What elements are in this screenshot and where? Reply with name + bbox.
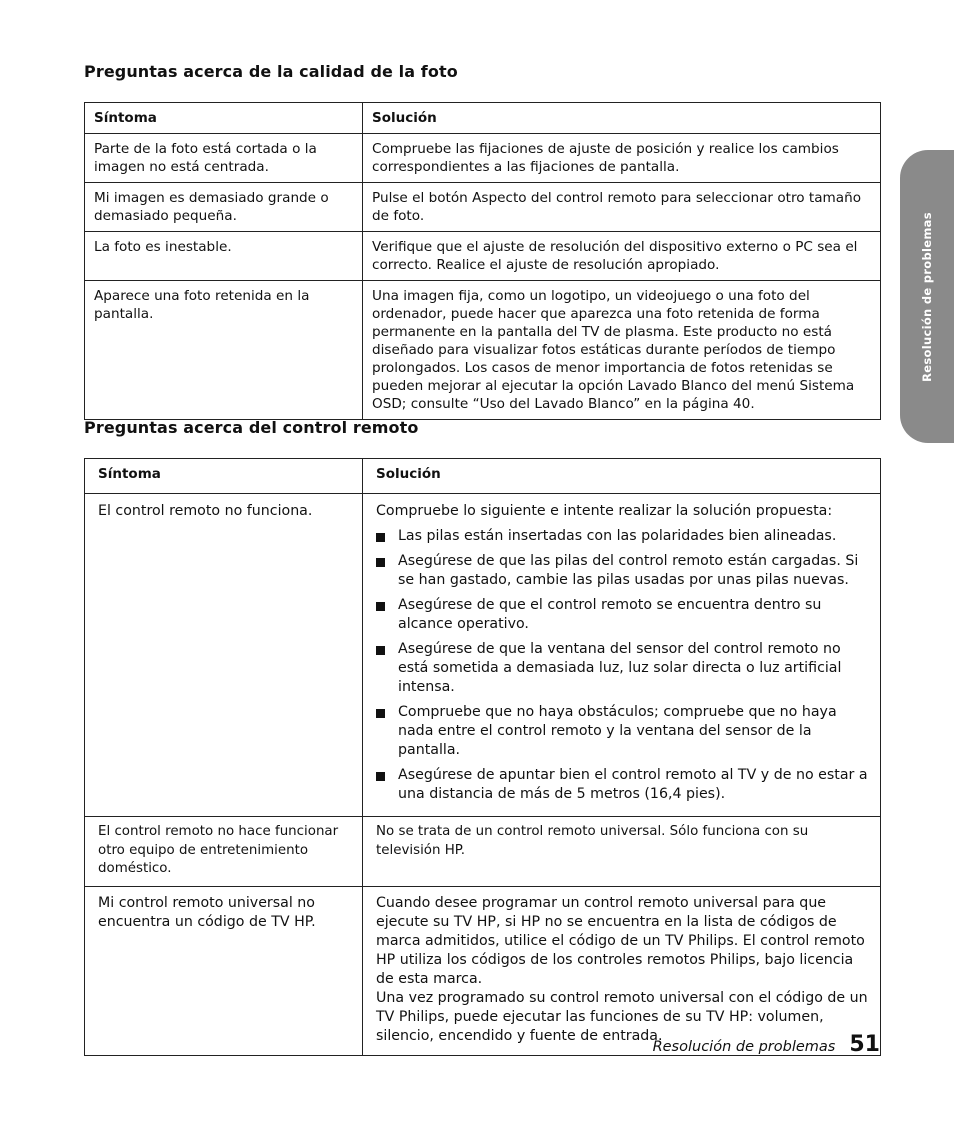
symptom-cell: Mi imagen es demasiado grande o demasiado pequeña. [85,183,363,232]
table-header-row [85,459,881,494]
solution-cell [363,494,881,817]
column-header-solution: Solución [363,103,881,134]
table-row [85,494,881,817]
table-row [85,281,881,420]
symptom-cell: El control remoto no funciona. [85,494,363,817]
section-heading-photo-quality: Preguntas acerca de la calidad de la foto [84,62,458,81]
table-row [85,817,881,887]
photo-quality-table [84,102,881,420]
remote-control-table [84,458,881,1056]
page-footer [653,1032,880,1057]
solution-cell: Una imagen fija, como un logotipo, un videojuego o una foto del ordenador, puede hacer que aparezca una foto retenida de forma permanente en la pantalla del TV de plasma. Este producto no está diseñado para visualizar fotos estáticas durante períodos de tiempo prolongados. Los casos de menor importancia de fotos retenidas se pueden mejorar al ejecutar la opción Lavado Blanco del menú Sistema OSD; consulte “Uso del Lavado Blanco” en la página 40. [363,281,881,420]
symptom-cell: Parte de la foto está cortada o la imagen no está centrada. [85,134,363,183]
column-header-solution: Solución [363,459,881,494]
solution-paragraph: Una vez programado su control remoto universal con el código de un TV Philips, puede ejecutar las funciones de su TV HP: volumen, silencio, encendido y fuente de entrada. [376,990,868,1044]
solution-paragraph: Cuando desee programar un control remoto universal para que ejecute su TV HP, si HP no se encuentra en la lista de códigos de marca admitidos, utilice el código de un TV Philips. El control remoto HP utiliza los códigos de los controles remotos Philips, bajo licencia de esta marca. [376,895,865,987]
solution-cell: Pulse el botón Aspecto del control remoto para seleccionar otro tamaño de foto. [363,183,881,232]
checklist [376,527,872,804]
list-item: Asegúrese de que la ventana del sensor del control remoto no está sometida a demasiada luz, luz solar directa o luz artificial intensa. [376,640,872,697]
table-header-row [85,103,881,134]
column-header-symptom: Síntoma [85,459,363,494]
list-item: Compruebe que no haya obstáculos; compruebe que no haya nada entre el control remoto y la ventana del sensor de la pantalla. [376,703,872,760]
table-row [85,183,881,232]
symptom-cell: Aparece una foto retenida en la pantalla. [85,281,363,420]
chapter-side-tab-label: Resolución de problemas [920,211,934,382]
list-item: Las pilas están insertadas con las polaridades bien alineadas. [376,527,872,546]
footer-chapter-label: Resolución de problemas [652,1039,836,1055]
solution-cell: Verifique que el ajuste de resolución del dispositivo externo o PC sea el correcto. Realice el ajuste de resolución apropiado. [363,232,881,281]
page-number: 51 [849,1032,880,1057]
list-item: Asegúrese de que el control remoto se encuentra dentro su alcance operativo. [376,596,872,634]
solution-intro: Compruebe lo siguiente e intente realizar la solución propuesta: [376,503,833,519]
table-row [85,232,881,281]
symptom-cell: La foto es inestable. [85,232,363,281]
table-row [85,134,881,183]
solution-cell: Compruebe las fijaciones de ajuste de posición y realice los cambios correspondientes a las fijaciones de pantalla. [363,134,881,183]
section-heading-remote-control: Preguntas acerca del control remoto [84,418,419,437]
column-header-symptom: Síntoma [85,103,363,134]
solution-cell [363,887,881,1056]
list-item: Asegúrese de apuntar bien el control remoto al TV y de no estar a una distancia de más de 5 metros (16,4 pies). [376,766,872,804]
table-row [85,887,881,1056]
list-item: Asegúrese de que las pilas del control remoto están cargadas. Si se han gastado, cambie las pilas usadas por unas pilas nuevas. [376,552,872,590]
chapter-side-tab [900,150,954,443]
symptom-cell: El control remoto no hace funcionar otro equipo de entretenimiento doméstico. [85,817,363,887]
symptom-cell: Mi control remoto universal no encuentra un código de TV HP. [85,887,363,1056]
solution-cell: No se trata de un control remoto universal. Sólo funciona con su televisión HP. [363,817,881,887]
